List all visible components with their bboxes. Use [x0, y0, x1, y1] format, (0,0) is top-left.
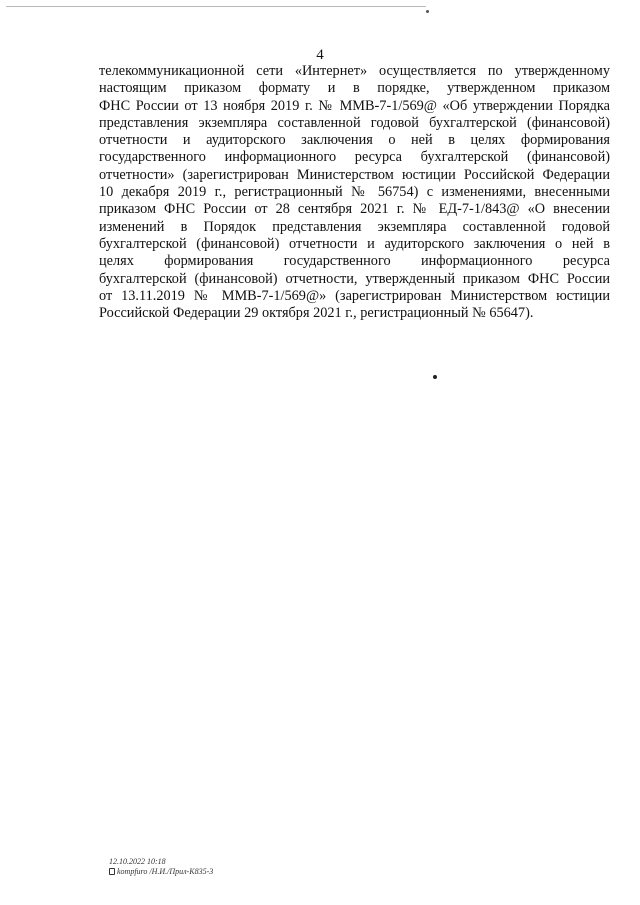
body-line-7: отчетности» (зарегистрирован Министерством юстиции Российской Федерации — [99, 166, 610, 183]
footer-timestamp: 12.10.2022 10:18 — [109, 857, 166, 866]
page-number: 4 — [316, 47, 324, 63]
document-body — [99, 63, 610, 322]
body-line-4: представления экземпляра составленной годовой бухгалтерской (финансовой) — [99, 114, 610, 131]
body-line-14: от 13.11.2019 № ММВ-7-1/569@» (зарегистрирован Министерством юстиции — [99, 287, 610, 304]
body-line-10: изменений в Порядок представления экземпляра составленной годовой — [99, 218, 610, 235]
scan-dot-mark — [433, 375, 437, 379]
body-line-6: государственного информационного ресурса бухгалтерской (финансовой) — [99, 149, 610, 166]
document-footer — [109, 857, 213, 877]
body-line-13: бухгалтерской (финансовой) отчетности, утвержденный приказом ФНС России — [99, 270, 610, 287]
body-line-15: Российской Федерации 29 октября 2021 г., регистрационный № 65647). — [99, 305, 534, 322]
body-line-5: отчетности и аудиторского заключения о ней в целях формирования — [99, 132, 610, 149]
body-line-9: приказом ФНС России от 28 сентября 2021 г. № ЕД-7-1/843@ «О внесении — [99, 201, 610, 218]
top-scan-rule — [6, 6, 426, 7]
body-line-3: ФНС России от 13 ноября 2019 г. № ММВ-7-1/569@ «Об утверждении Порядка — [99, 97, 610, 114]
footer-file-reference — [109, 867, 213, 877]
body-line-1: телекоммуникационной сети «Интернет» осуществляется по утвержденному — [99, 63, 610, 79]
footer-file-path: kompfuro /Н.И./Прил-К835-3 — [117, 867, 214, 876]
body-line-12: целях формирования государственного информационного ресурса — [99, 253, 610, 270]
file-icon — [109, 868, 115, 875]
top-scan-mark — [426, 10, 429, 13]
body-line-8: 10 декабря 2019 г., регистрационный № 56754) с изменениями, внесенными — [99, 184, 610, 201]
body-line-2: настоящим приказом формату и в порядке, утвержденном приказом — [99, 80, 610, 97]
body-line-11: бухгалтерской (финансовой) отчетности и аудиторского заключения о ней в — [99, 235, 610, 252]
